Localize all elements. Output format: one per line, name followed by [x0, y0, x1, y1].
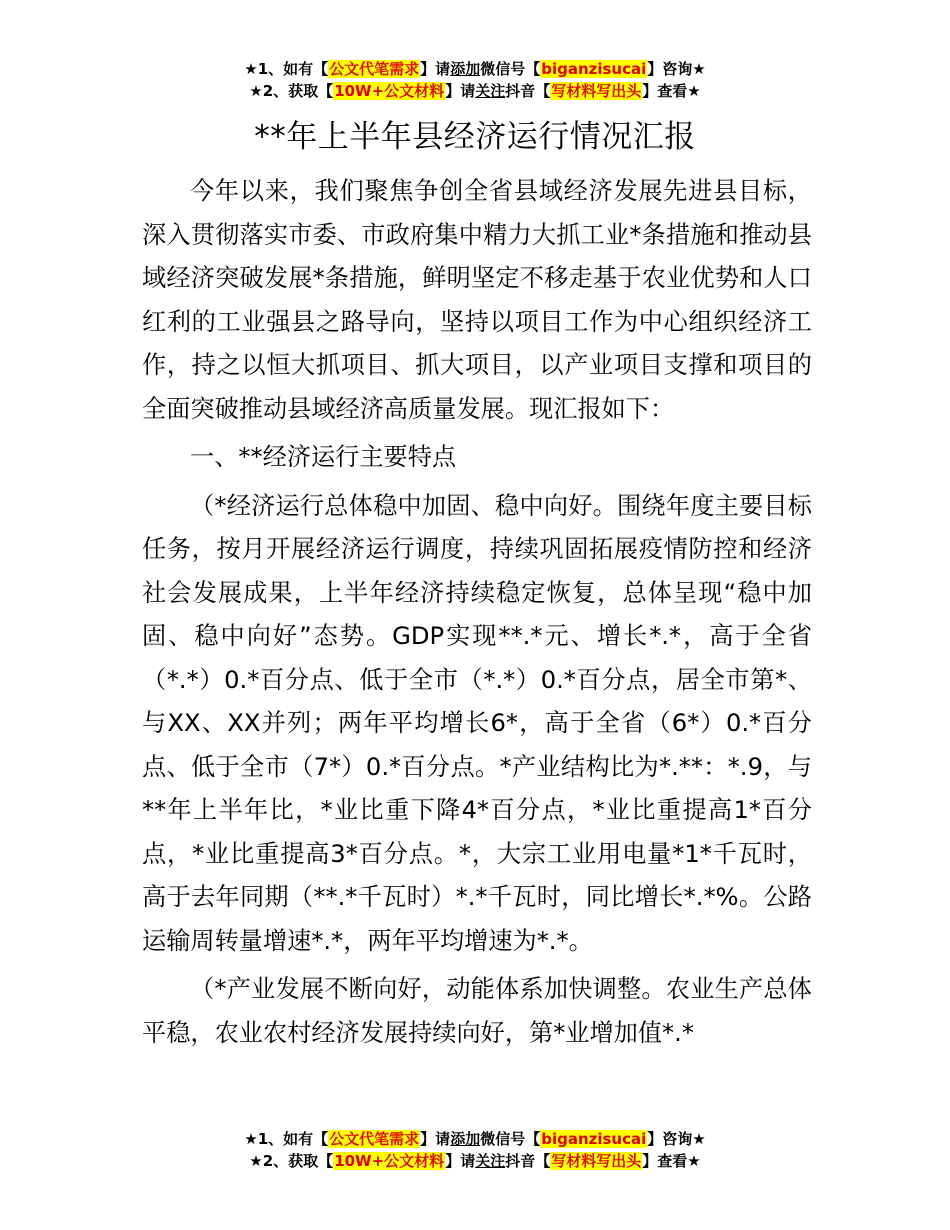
paragraph-industry-development: （*产业发展不断向好，动能体系加快调整。农业生产总体平稳，农业农村经济发展持续向好，第*业增加值*.* — [142, 975, 812, 1047]
highlight-wechat-id: biganzisucai — [541, 60, 647, 78]
banner-line-2: ★2、获取【10W+公文材料】请关注抖音【写材料写出头】查看★ — [249, 1152, 701, 1170]
banner-line-1: ★1、如有【公文代笔需求】请添加微信号【biganzisucai】咨询★ — [244, 60, 706, 78]
highlight-ghostwriting: 公文代笔需求 — [329, 1130, 420, 1148]
header-banner — [0, 58, 950, 102]
highlight-ghostwriting: 公文代笔需求 — [329, 60, 420, 78]
banner-line-2: ★2、获取【10W+公文材料】请关注抖音【写材料写出头】查看★ — [249, 82, 701, 100]
highlight-materials: 10W+公文材料 — [334, 1152, 445, 1170]
highlight-douyin: 写材料写出头 — [551, 82, 642, 100]
highlight-douyin: 写材料写出头 — [551, 1152, 642, 1170]
section-heading: 一、**经济运行主要特点 — [190, 443, 457, 471]
paragraph-intro: 今年以来，我们聚焦争创全省县域经济发展先进县目标，深入贯彻落实市委、市政府集中精力大抓工业*条措施和推动县域经济突破发展*条措施，鲜明坚定不移走基于农业优势和人口红利的工业强县之路导向，坚持以项目工作为中心组织经济工作，持之以恒大抓项目、抓大项目，以产业项目支撑和项目的全面突破推动县域经济高质量发展。现汇报如下： — [142, 177, 812, 423]
paragraph-economic-operation: （*经济运行总体稳中加固、稳中向好。围绕年度主要目标任务，按月开展经济运行调度，持续巩固拓展疫情防控和经济社会发展成果，上半年经济持续稳定恢复，总体呈现“稳中加固、稳中向好”态势。GDP实现**.*元、增长*.*，高于全省（*.*）0.*百分点、低于全市（*.*）0.*百分点，居全市第*、与XX、XX并列；两年平均增长6*，高于全省（6*）0.*百分点、低于全市（7*）0.*百分点。*产业结构比为*.**：*.9，与**年上半年比，*业比重下降4*百分点，*业比重提高1*百分点，*业比重提高3*百分点。*，大宗工业用电量*1*千瓦时，高于去年同期（**.*千瓦时）*.*千瓦时，同比增长*.*%。公路运输周转量增速*.*，两年平均增速为*.*。 — [142, 491, 812, 955]
highlight-wechat-id: biganzisucai — [541, 1130, 647, 1148]
banner-line-1: ★1、如有【公文代笔需求】请添加微信号【biganzisucai】咨询★ — [244, 1130, 706, 1148]
document-title: **年上半年县经济运行情况汇报 — [254, 119, 696, 155]
highlight-materials: 10W+公文材料 — [334, 82, 445, 100]
footer-banner — [0, 1128, 950, 1172]
document-body — [142, 170, 812, 1055]
